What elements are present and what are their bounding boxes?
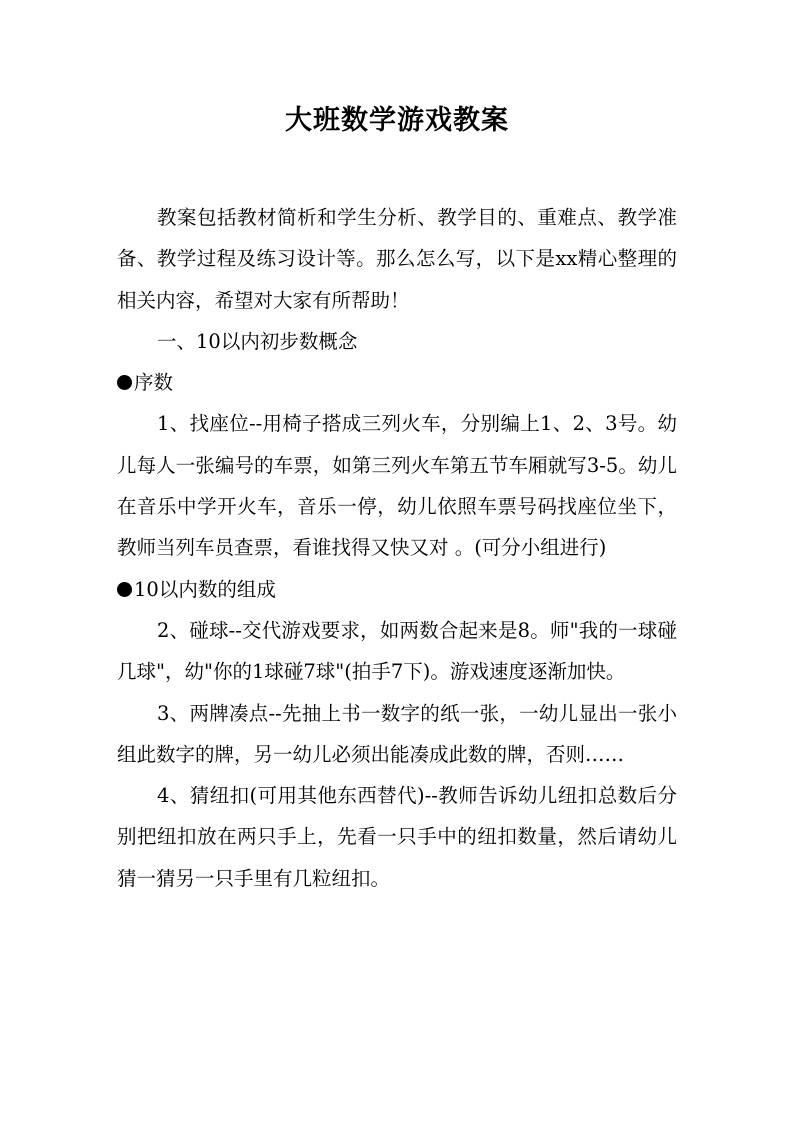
game-item-3: 3、两牌凑点--先抽上书一数字的纸一张，一幼儿显出一张小组此数字的牌，另一幼儿必须出能凑成此数的牌，否则……	[117, 701, 677, 766]
game-item-4: 4、猜纽扣(可用其他东西替代)--教师告诉幼儿纽扣总数后分别把纽扣放在两只手上，先看一只手中的纽扣数量，然后请幼儿猜一猜另一只手里有几粒纽扣。	[117, 784, 677, 890]
bullet-heading-composition	[117, 569, 677, 610]
game-item-2: 2、碰球--交代游戏要求，如两数合起来是8。师"我的一球碰几球"，幼"你的1球碰7球"(拍手7下)。游戏速度逐渐加快。	[117, 618, 677, 684]
document-body	[117, 197, 677, 899]
intro-paragraph: 教案包括教材简析和学生分析、教学目的、重难点、教学准备、教学过程及练习设计等。那么怎么写，以下是xx精心整理的相关内容，希望对大家有所帮助！	[117, 206, 677, 312]
bullet-icon	[117, 582, 132, 597]
document-title: 大班数学游戏教案	[285, 105, 509, 136]
bullet-heading-composition-text: 10以内数的组成	[134, 577, 276, 601]
bullet-heading-ordinal	[117, 362, 677, 403]
game-item-1: 1、找座位--用椅子搭成三列火车，分别编上1、2、3号。幼儿每人一张编号的车票，如第三列火车第五节车厢就写3-5。幼儿在音乐中学开火车，音乐一停，幼儿依照车票号码找座位坐下，教师当列车员查票，看谁找得又快又对 。(可分小组进行)	[117, 412, 677, 560]
bullet-heading-ordinal-text: 序数	[134, 371, 174, 395]
section-heading-1: 一、10以内初步数概念	[157, 329, 358, 353]
bullet-icon	[117, 375, 132, 390]
